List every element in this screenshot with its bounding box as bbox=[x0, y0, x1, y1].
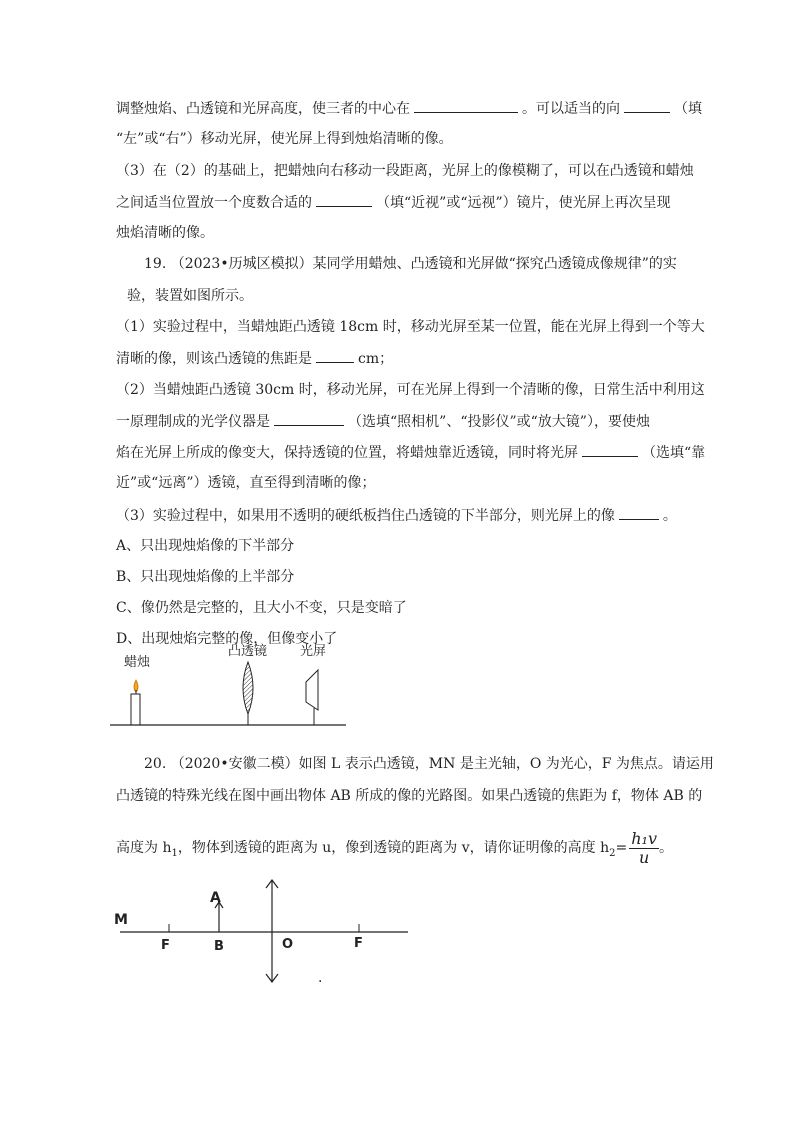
candle-icon bbox=[131, 680, 140, 725]
label-f-right: F bbox=[354, 936, 363, 951]
q19-line2: 验，装置如图所示。 bbox=[127, 288, 253, 304]
screen-label: 光屏 bbox=[300, 644, 327, 659]
q20-line3: 高度为 $h_1$，物体到透镜的距离为 u，像到透镜的距离为 v，请你证明像的高度 $h_2=$ $\frac{\text{h₁v}}{u}$ 。 bbox=[116, 828, 674, 867]
answer-blank[interactable] bbox=[316, 348, 354, 363]
answer-blank[interactable] bbox=[274, 411, 344, 426]
option-c[interactable]: C、像仍然是完整的，且大小不变，只是变暗了 bbox=[116, 600, 407, 616]
q20-line1: 20. （2020•安徽二模）如图 L 表示凸透镜，MN 是主光轴，O 为光心，F 为焦点。请运用 bbox=[144, 756, 714, 772]
label-b: B bbox=[214, 939, 224, 954]
q18-line2: “左”或“右”）移动光屏，使光屏上得到烛焰清晰的像。 bbox=[116, 131, 453, 147]
q19-line6: 一原理制成的光学仪器是 （选填“照相机”、“投影仪”或“放大镜”），要使烛 bbox=[116, 411, 650, 432]
q18-line1: 调整烛焰、凸透镜和光屏高度，使三者的中心在 。可以适当的向 （填 bbox=[116, 98, 702, 119]
label-f-left: F bbox=[161, 938, 170, 953]
answer-blank[interactable] bbox=[624, 98, 670, 113]
option-d[interactable]: D、出现烛焰完整的像，但像变小了 bbox=[116, 631, 338, 647]
stray-dot: . bbox=[318, 970, 323, 986]
label-a: A bbox=[210, 890, 221, 906]
option-b[interactable]: B、只出现烛焰像的上半部分 bbox=[116, 569, 295, 585]
q19-line5: （2）当蜡烛距凸透镜 30cm 时，移动光屏，可在光屏上得到一个清晰的像，日常生活中利用这 bbox=[116, 382, 705, 398]
experiment-figure bbox=[110, 636, 350, 732]
label-o: O bbox=[282, 937, 294, 952]
q18-line3: （3）在（2）的基础上，把蜡烛向右移动一段距离，光屏上的像模糊了，可以在凸透镜和蜡烛 bbox=[116, 163, 694, 179]
q19-line8: 近”或“远离”）透镜，直至得到清晰的像； bbox=[116, 475, 376, 491]
lens-label: 凸透镜 bbox=[228, 644, 268, 659]
label-m: M bbox=[114, 912, 128, 928]
q18-line4: 之间适当位置放一个度数合适的 （填“近视”或“远视”）镜片，使光屏上再次呈现 bbox=[116, 192, 671, 213]
q18-line5: 烛焰清晰的像。 bbox=[116, 225, 214, 241]
lens-diagram bbox=[110, 872, 420, 992]
answer-blank[interactable] bbox=[619, 505, 659, 520]
answer-blank[interactable] bbox=[316, 192, 372, 207]
object-arrow bbox=[215, 902, 223, 932]
q19-line9: （3）实验过程中，如果用不透明的硬纸板挡住凸透镜的下半部分，则光屏上的像 。 bbox=[116, 505, 677, 526]
q20-line2: 凸透镜的特殊光线在图中画出物体 AB 所成的像的光路图。如果凸透镜的焦距为 f，物体 AB 的 bbox=[116, 788, 703, 804]
convex-lens-icon bbox=[243, 662, 253, 725]
q19-line7: 焰在光屏上所成的像变大，保持透镜的位置，将蜡烛靠近透镜，同时将光屏 （选填“靠 bbox=[116, 442, 705, 463]
light-screen-icon bbox=[306, 670, 318, 725]
option-a[interactable]: A、只出现烛焰像的下半部分 bbox=[116, 538, 295, 554]
lens-double-arrow bbox=[266, 880, 278, 982]
candle-label: 蜡烛 bbox=[124, 655, 151, 670]
q19-line4: 清晰的像，则该凸透镜的焦距是 cm； bbox=[116, 348, 393, 369]
q19-line1: 19. （2023•历城区模拟）某同学用蜡烛、凸透镜和光屏做“探究凸透镜成像规律”的实 bbox=[144, 256, 677, 272]
height-fraction: $\frac{\text{h₁v}}{u}$ bbox=[631, 828, 658, 867]
answer-blank[interactable] bbox=[582, 442, 638, 457]
answer-blank[interactable] bbox=[414, 98, 518, 113]
q19-line3: （1）实验过程中，当蜡烛距凸透镜 18cm 时，移动光屏至某一位置，能在光屏上得到一个等大 bbox=[116, 319, 705, 335]
